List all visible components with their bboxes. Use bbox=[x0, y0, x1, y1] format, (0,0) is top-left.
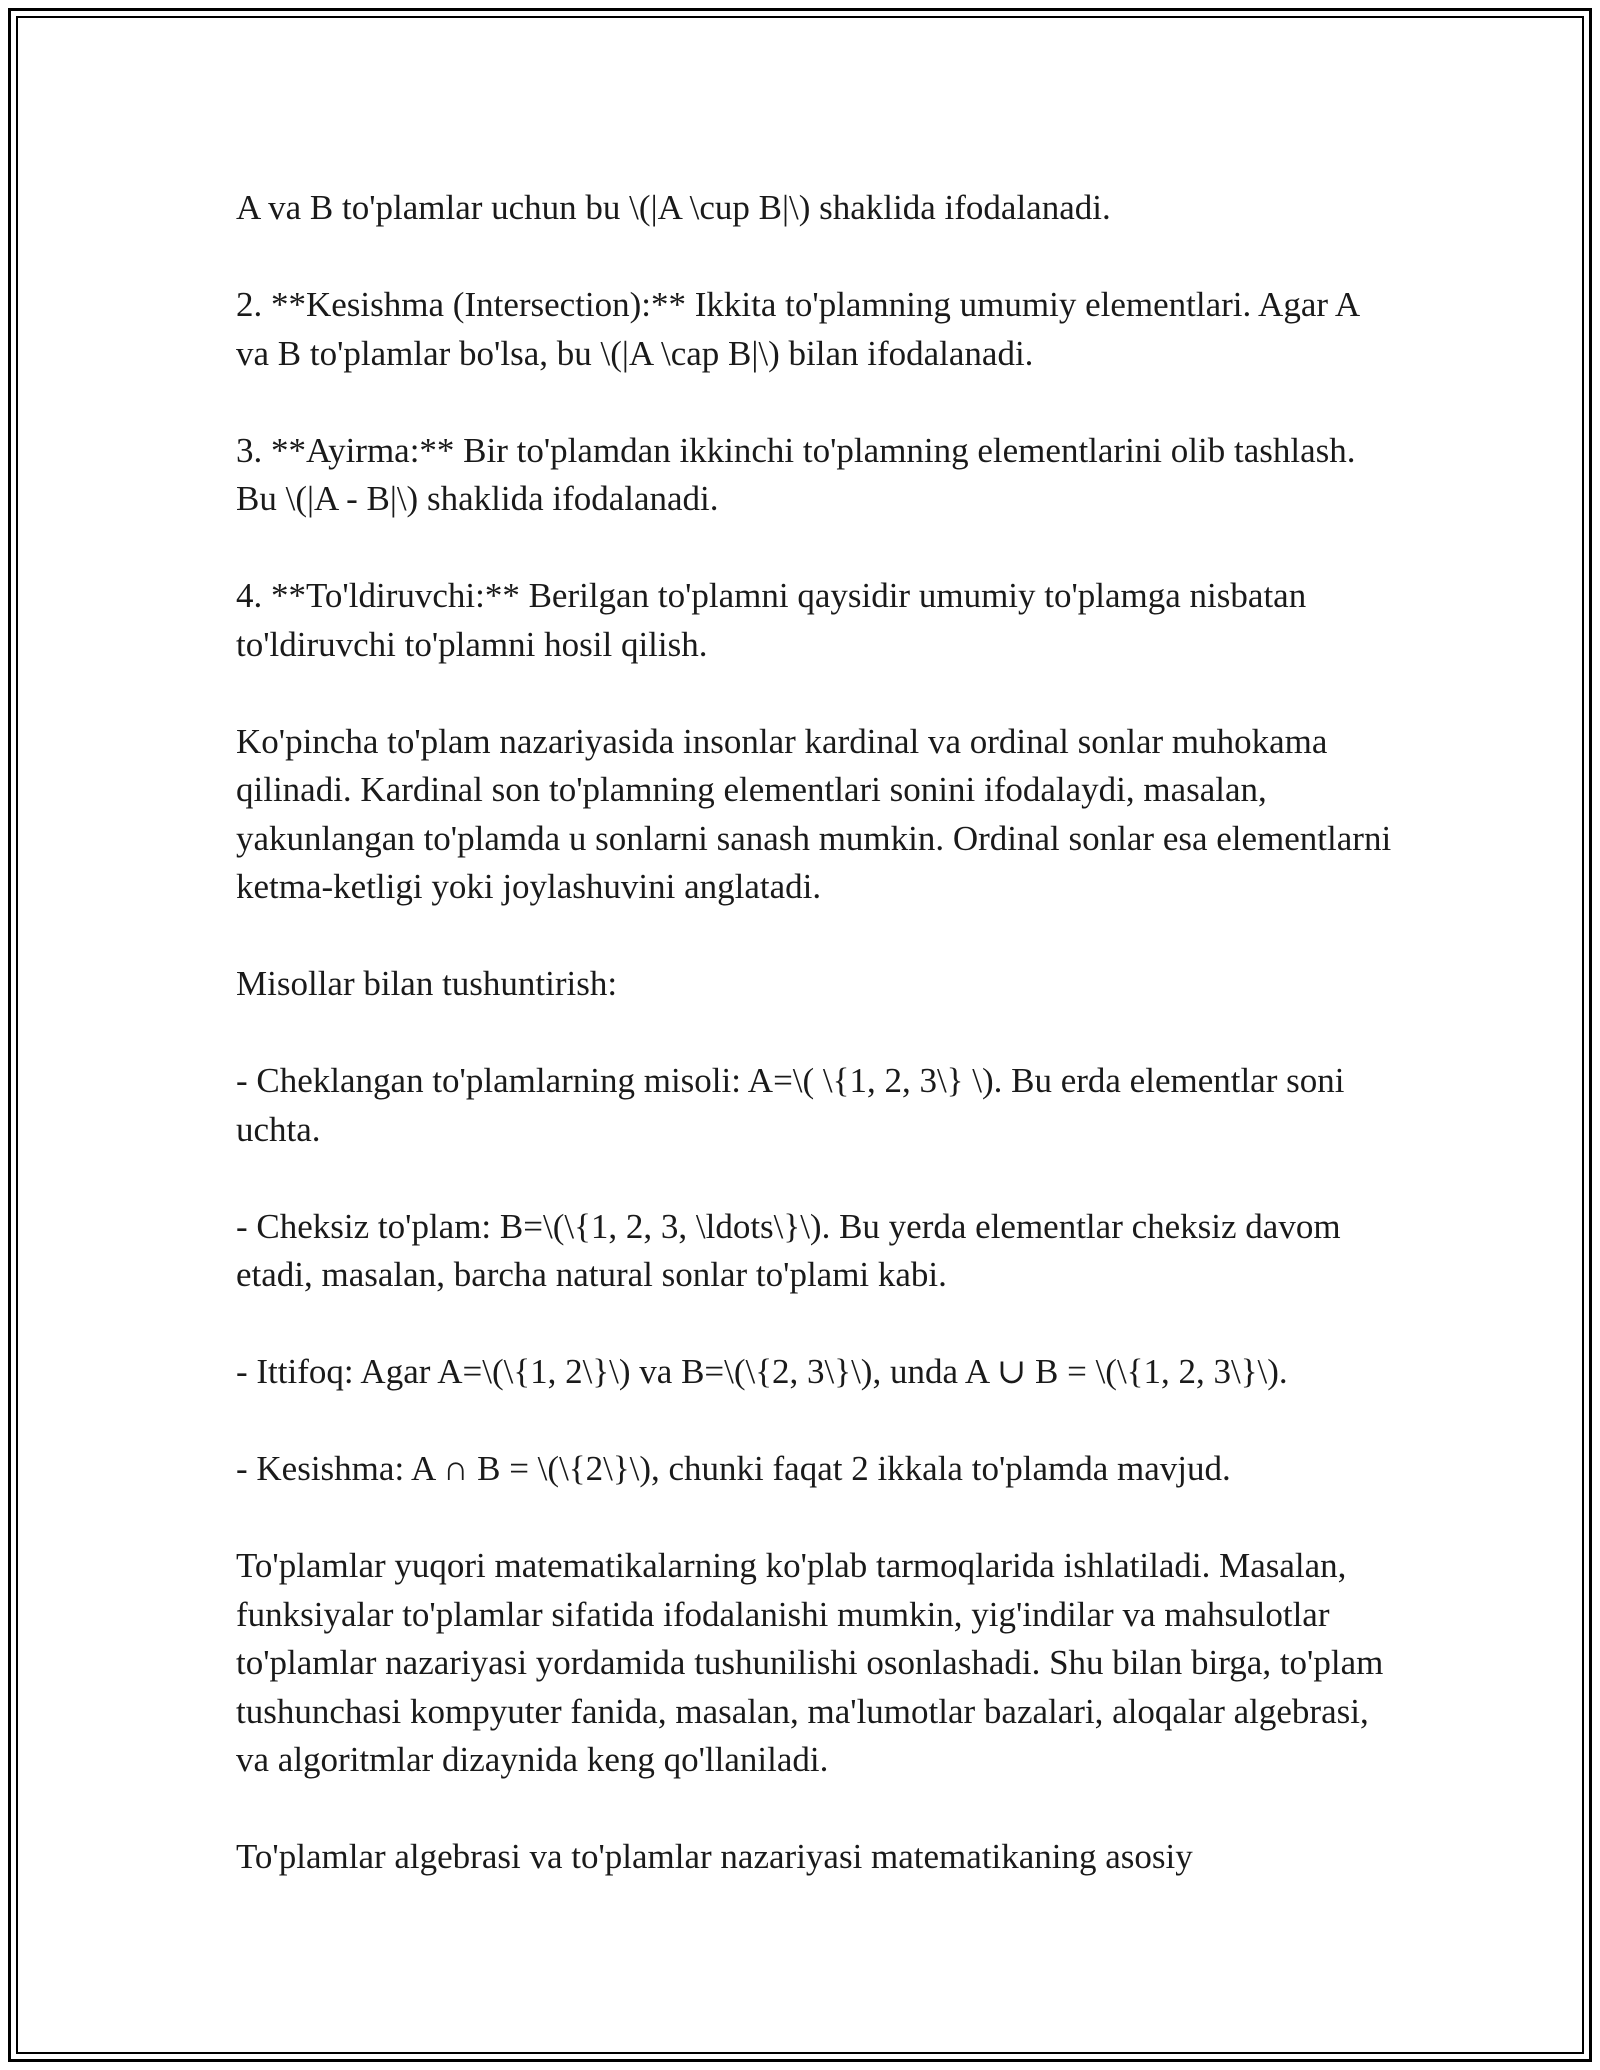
document-body bbox=[236, 184, 1396, 1882]
paragraph-union-example: - Ittifoq: Agar A=\(\{1, 2\}\) va B=\(\{2, 3\}\), unda A ∪ B = \(\{1, 2, 3\}\). bbox=[236, 1352, 1288, 1391]
paragraph-union-notation: A va B to'plamlar uchun bu \(|A \cup B|\) shaklida ifodalanadi. bbox=[236, 188, 1111, 227]
paragraph-complement: 4. **To'ldiruvchi:** Berilgan to'plamni qaysidir umumiy to'plamga nisbatan to'ldiruvchi to'plamni hosil qilish. bbox=[236, 576, 1307, 664]
paragraph-cardinal-ordinal: Ko'pincha to'plam nazariyasida insonlar kardinal va ordinal sonlar muhokama qilinadi. Kardinal son to'plamning elementlari sonini ifodalaydi, masalan, yakunlangan to'plamda u sonlarni sanash mumkin. Ordinal sonlar esa elementlarni ketma-ketligi yoki joylashuvini anglatadi. bbox=[236, 721, 1392, 906]
paragraph-intersection-example: - Kesishma: A ∩ B = \(\{2\}\), chunki faqat 2 ikkala to'plamda mavjud. bbox=[236, 1449, 1231, 1488]
paragraph-difference: 3. **Ayirma:** Bir to'plamdan ikkinchi to'plamning elementlarini olib tashlash. Bu \(|A - B|\) shaklida ifodalanadi. bbox=[236, 430, 1356, 518]
paragraph-infinite-set-example: - Cheksiz to'plam: B=\(\{1, 2, 3, \ldots\}\). Bu yerda elementlar cheksiz davom etadi, masalan, barcha natural sonlar to'plami kabi. bbox=[236, 1206, 1341, 1294]
paragraph-applications: To'plamlar yuqori matematikalarning ko'plab tarmoqlarida ishlatiladi. Masalan, funksiyalar to'plamlar sifatida ifodalanishi mumkin, yig'indilar va mahsulotlar to'plamlar nazariyasi yordamida tushunilishi osonlashadi. Shu bilan birga, to'plam tushunchasi kompyuter fanida, masalan, ma'lumotlar bazalari, aloqalar algebrasi, va algoritmlar dizaynida keng qo'llaniladi. bbox=[236, 1546, 1384, 1779]
paragraph-closing: To'plamlar algebrasi va to'plamlar nazariyasi matematikaning asosiy bbox=[236, 1837, 1193, 1876]
paragraph-examples-heading: Misollar bilan tushuntirish: bbox=[236, 964, 618, 1003]
paragraph-intersection: 2. **Kesishma (Intersection):** Ikkita to'plamning umumiy elementlari. Agar A va B to'plamlar bo'lsa, bu \(|A \cap B|\) bilan ifodalanadi. bbox=[236, 285, 1359, 373]
paragraph-finite-set-example: - Cheklangan to'plamlarning misoli: A=\( \{1, 2, 3\} \). Bu erda elementlar soni uchta. bbox=[236, 1061, 1345, 1149]
